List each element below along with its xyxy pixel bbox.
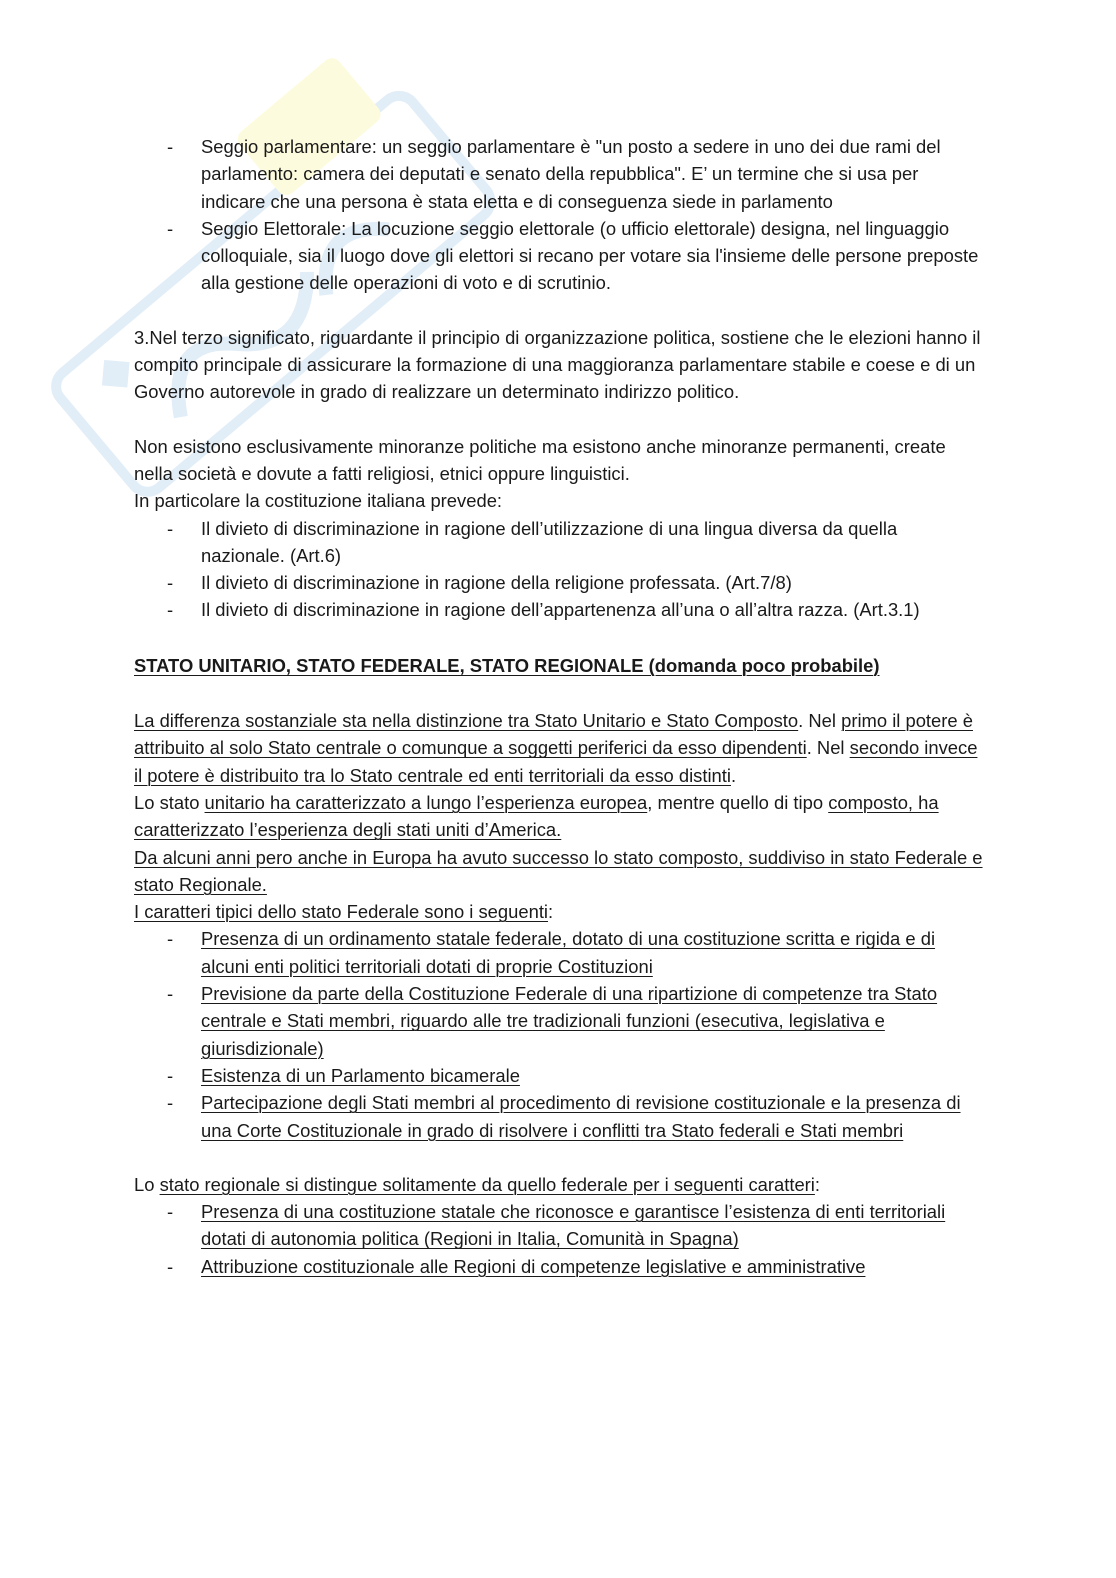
paragraph-differenza: La differenza sostanziale sta nella distinzione tra Stato Unitario e Stato Composto. Nel primo il potere è attribuito al solo Stato centrale o comunque a soggetti periferici da esso dipendenti. Nel secondo invece il potere è distribuito tra lo Stato centrale ed enti territoriali da esso distinti. xyxy=(134,710,978,786)
list-item-text: Il divieto di discriminazione in ragione della religione professata. (Art.7/8) xyxy=(201,572,792,594)
list-item: - Presenza di un ordinamento statale federale, dotato di una costituzione scritta e rigida e di alcuni enti politici territoriali dotati di proprie Costituzioni xyxy=(167,928,936,977)
divieti-list xyxy=(134,515,984,624)
section-heading: STATO UNITARIO, STATO FEDERALE, STATO REGIONALE (domanda poco probabile) xyxy=(134,654,880,676)
paragraph-caratteri-federale: I caratteri tipici dello stato Federale sono i seguenti: xyxy=(134,901,554,923)
list-item: - Seggio parlamentare: un seggio parlamentare è "un posto a sedere in uno dei due rami del parlamento: camera dei deputati e senato della repubblica". E’ un termine che si usa per indicare che una persona è stata eletta e di conseguenza siede in parlamento xyxy=(167,136,941,212)
paragraph-minoranze: Non esistono esclusivamente minoranze politiche ma esistono anche minoranze permanenti, create nella società e dovute a fatti religiosi, etnici oppure linguistici. xyxy=(134,435,946,484)
list-item-text: Presenza di una costituzione statale che riconosce e garantisce l’esistenza di enti territoriali dotati di autonomia politica (Regioni in Italia, Comunità in Spagna) xyxy=(201,1201,946,1250)
paragraph-regionale: Lo stato regionale si distingue solitamente da quello federale per i seguenti caratteri: xyxy=(134,1173,821,1195)
paragraph-unitario: Lo stato unitario ha caratterizzato a lungo l’esperienza europea, mentre quello di tipo composto, ha caratterizzato l’esperienza degli stati uniti d’America. xyxy=(134,791,939,841)
list-item-text: Il divieto di discriminazione in ragione dell’utilizzazione di una lingua diversa da quella nazionale. (Art.6) xyxy=(201,517,898,566)
list-item-text: Partecipazione degli Stati membri al procedimento di revisione costituzionale e la presenza di una Corte Costituzionale in grado di risolvere i conflitti tra Stato federali e Stati membri xyxy=(201,1092,961,1141)
list-item: - Presenza di una costituzione statale che riconosce e garantisce l’esistenza di enti territoriali dotati di autonomia politica (Regioni in Italia, Comunità in Spagna) xyxy=(167,1201,946,1250)
list-item: - Attribuzione costituzionale alle Regioni di competenze legislative e amministrative xyxy=(167,1255,866,1277)
list-item-text: Esistenza di un Parlamento bicamerale xyxy=(201,1064,520,1086)
list-item: - Previsione da parte della Costituzione Federale di una ripartizione di competenze tra Stato centrale e Stati membri, riguardo alle tre tradizionali funzioni (esecutiva, legislativa e giurisdizionale) xyxy=(167,983,938,1059)
list-item: - Seggio Elettorale: La locuzione seggio elettorale (o ufficio elettorale) designa, nel linguaggio colloquiale, sia il luogo dove gli elettori si recano per votare sia l'insieme delle persone preposte alla gestione delle operazioni di voto e di scrutinio. xyxy=(167,217,979,294)
seggio-list xyxy=(134,133,984,297)
list-item-text: Seggio parlamentare: un seggio parlamentare è "un posto a sedere in uno dei due rami del parlamento: camera dei deputati e senato della repubblica". E’ un termine che si usa per indicare che una persona è stata eletta e di conseguenza siede in parlamento xyxy=(201,136,941,212)
paragraph-terzo-significato: 3.Nel terzo significato, riguardante il principio di organizzazione politica, sostiene che le elezioni hanno il compito principale di assicurare la formazione di una maggioranza parlamentare stabile e coese e di un Governo autorevole in grado di realizzare un determinato indirizzo politico. xyxy=(134,326,981,403)
list-item-text: Il divieto di discriminazione in ragione dell’appartenenza all’una o all’altra razza. (Art.3.1) xyxy=(201,599,920,621)
list-item-text: Previsione da parte della Costituzione Federale di una ripartizione di competenze tra Stato centrale e Stati membri, riguardo alle tre tradizionali funzioni (esecutiva, legislativa e giurisdizionale) xyxy=(201,983,938,1059)
list-item-text: Presenza di un ordinamento statale federale, dotato di una costituzione scritta e rigida e di alcuni enti politici territoriali dotati di proprie Costituzioni xyxy=(201,928,936,977)
list-item-text: Seggio Elettorale: La locuzione seggio elettorale (o ufficio elettorale) designa, nel linguaggio colloquiale, sia il luogo dove gli elettori si recano per votare sia l'insieme delle persone preposte alla gestione delle operazioni di voto e di scrutinio. xyxy=(201,217,979,294)
list-item: - Il divieto di discriminazione in ragione della religione professata. (Art.7/8) xyxy=(167,572,792,594)
list-item: - Esistenza di un Parlamento bicamerale xyxy=(167,1064,520,1086)
list-item: - Il divieto di discriminazione in ragione dell’appartenenza all’una o all’altra razza. (Art.3.1) xyxy=(167,599,920,621)
paragraph-europa: Da alcuni anni pero anche in Europa ha avuto successo lo stato composto, suddiviso in stato Federale e stato Regionale. xyxy=(134,846,983,895)
regionale-list xyxy=(134,1198,984,1280)
list-item: - Partecipazione degli Stati membri al procedimento di revisione costituzionale e la presenza di una Corte Costituzionale in grado di risolvere i conflitti tra Stato federali e Stati membri xyxy=(167,1092,961,1141)
document-body xyxy=(134,133,984,1280)
list-item: - Il divieto di discriminazione in ragione dell’utilizzazione di una lingua diversa da quella nazionale. (Art.6) xyxy=(167,517,898,566)
list-item-text: Attribuzione costituzionale alle Regioni di competenze legislative e amministrative xyxy=(201,1255,866,1277)
federale-list xyxy=(134,925,984,1143)
paragraph-costituzione: In particolare la costituzione italiana prevede: xyxy=(134,490,503,512)
